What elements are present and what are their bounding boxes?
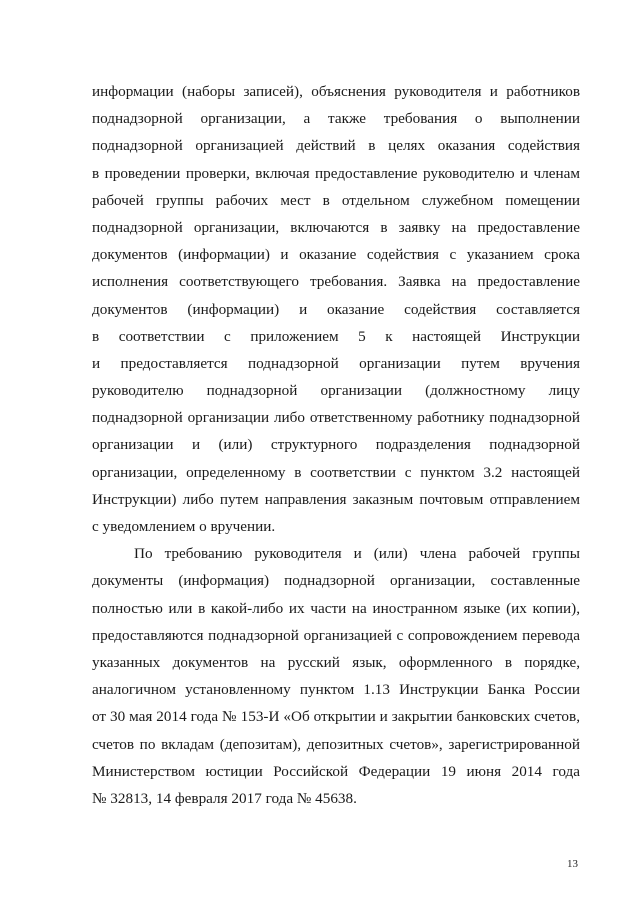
paragraph2-line: предоставляются поднадзорной организацией с сопровождением перевода — [92, 626, 580, 644]
paragraph1-line: информации (наборы записей), объяснения руководителя и работников — [92, 83, 580, 100]
paragraph2-line: указанных документов на русский язык, оформленного в порядке, — [92, 653, 580, 671]
paragraph1-line: Инструкции) либо путем направления заказным почтовым отправлением — [92, 490, 580, 508]
paragraph1-line: в соответствии с приложением 5 к настоящей Инструкции — [92, 327, 580, 345]
paragraph1-line: организации, определенному в соответствии с пунктом 3.2 настоящей — [92, 463, 580, 481]
paragraph2-line: № 32813, 14 февраля 2017 года № 45638. — [92, 789, 357, 807]
paragraph1-line: поднадзорной организации либо ответственному работнику поднадзорной — [92, 409, 580, 427]
paragraph1-line: документов (информации) и оказание содействия составляется — [92, 300, 580, 318]
paragraph2-line: счетов по вкладам (депозитам), депозитных счетов», зарегистрированной — [92, 735, 580, 753]
paragraph2-line: По требованию руководителя и (или) члена рабочей группы — [134, 545, 580, 563]
paragraph1-line: поднадзорной организации, а также требования о выполнении — [92, 110, 580, 128]
paragraph1-line: документов (информации) и оказание содействия с указанием срока — [92, 246, 580, 264]
paragraph1-line: исполнения соответствующего требования. Заявка на предоставление — [92, 273, 580, 291]
paragraph1-line: руководителю поднадзорной организации (должностному лицу — [92, 382, 580, 400]
paragraph2-line: от 30 мая 2014 года № 153-И «Об открытии и закрытии банковских счетов, — [92, 708, 580, 726]
paragraph2-line: полностью или в какой-либо их части на иностранном языке (их копии), — [92, 599, 580, 617]
page-number: 13 — [567, 858, 578, 870]
paragraph2-line: документы (информация) поднадзорной организации, составленные — [92, 572, 580, 590]
paragraph1-line: рабочей группы рабочих мест в отдельном служебном помещении — [92, 191, 580, 209]
paragraph1-line: с уведомлением о вручении. — [92, 518, 276, 535]
paragraph2-line: аналогичном установленному пунктом 1.13 Инструкции Банка России — [92, 681, 580, 699]
paragraph1-line: в проведении проверки, включая предоставление руководителю и членам — [92, 164, 580, 182]
paragraph1-line: и предоставляется поднадзорной организации путем вручения — [92, 354, 580, 372]
paragraph1-line: поднадзорной организации, включаются в заявку на предоставление — [92, 218, 580, 236]
body-text — [92, 78, 580, 812]
paragraph1-line: поднадзорной организацией действий в целях оказания содействия — [92, 137, 580, 155]
paragraph1-line: организации и (или) структурного подразделения поднадзорной — [92, 436, 580, 454]
paragraph2-line: Министерством юстиции Российской Федерации 19 июня 2014 года — [92, 762, 580, 780]
